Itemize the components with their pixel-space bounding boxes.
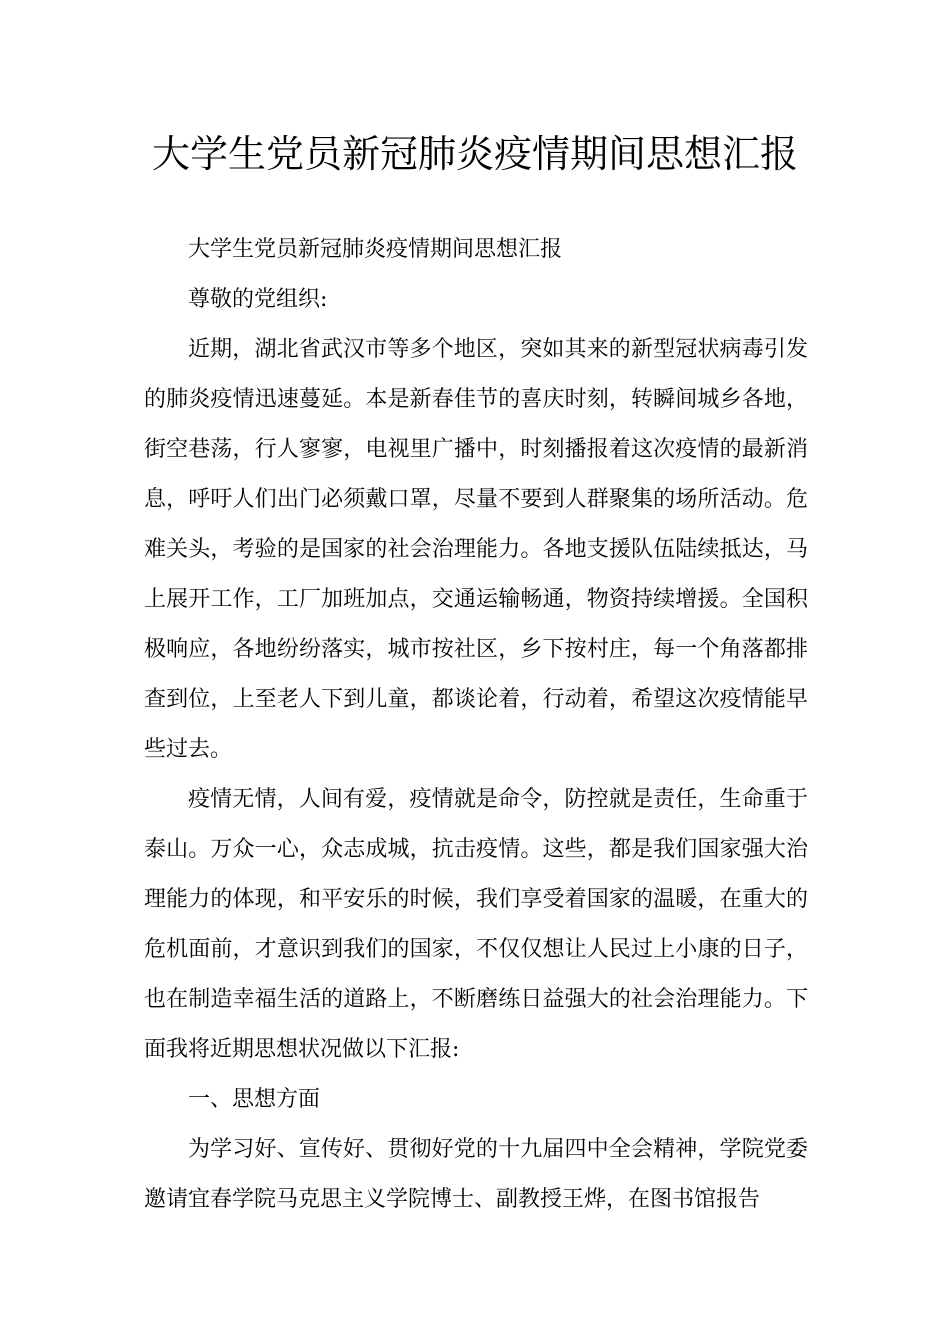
paragraph-governance: 疫情无情，人间有爱，疫情就是命令，防控就是责任，生命重于泰山。万众一心，众志成城，抗击疫情。这些，都是我们国家强大治理能力的体现，和平安乐的时候，我们享受着国家的温暖，在重大的危机面前，才意识到我们的国家，不仅仅想让人民过上小康的日子，也在制造幸福生活的道路上，不断磨练日益强大的社会治理能力。下面我将近期思想状况做以下汇报: <box>144 787 808 1062</box>
document-title: 大学生党员新冠肺炎疫情期间思想汇报 <box>151 132 798 176</box>
paragraph-epidemic-situation: 近期，湖北省武汉市等多个地区，突如其来的新型冠状病毒引发的肺炎疫情迅速蔓延。本是新春佳节的喜庆时刻，转瞬间城乡各地，街空巷荡，行人寥寥，电视里广播中，时刻播报着这次疫情的最新消息，呼吁人们出门必须戴口罩，尽量不要到人群聚集的场所活动。危难关头，考验的是国家的社会治理能力。各地支援队伍陆续抵达，马上展开工作，工厂加班加点，交通运输畅通，物资持续增援。全国积极响应，各地纷纷落实，城市按社区，乡下按村庄，每一个角落都排查到位，上至老人下到儿童，都谈论着，行动着，希望这次疫情能早些过去。 <box>144 337 808 762</box>
document-body <box>144 225 808 1225</box>
paragraph-subtitle: 大学生党员新冠肺炎疫情期间思想汇报 <box>188 237 563 262</box>
section-heading-thought: 一、思想方面 <box>188 1087 321 1112</box>
paragraph-salutation: 尊敬的党组织: <box>188 287 328 312</box>
paragraph-study: 为学习好、宣传好、贯彻好党的十九届四中全会精神，学院党委邀请宜春学院马克思主义学院博士、副教授王烨，在图书馆报告 <box>144 1137 808 1212</box>
